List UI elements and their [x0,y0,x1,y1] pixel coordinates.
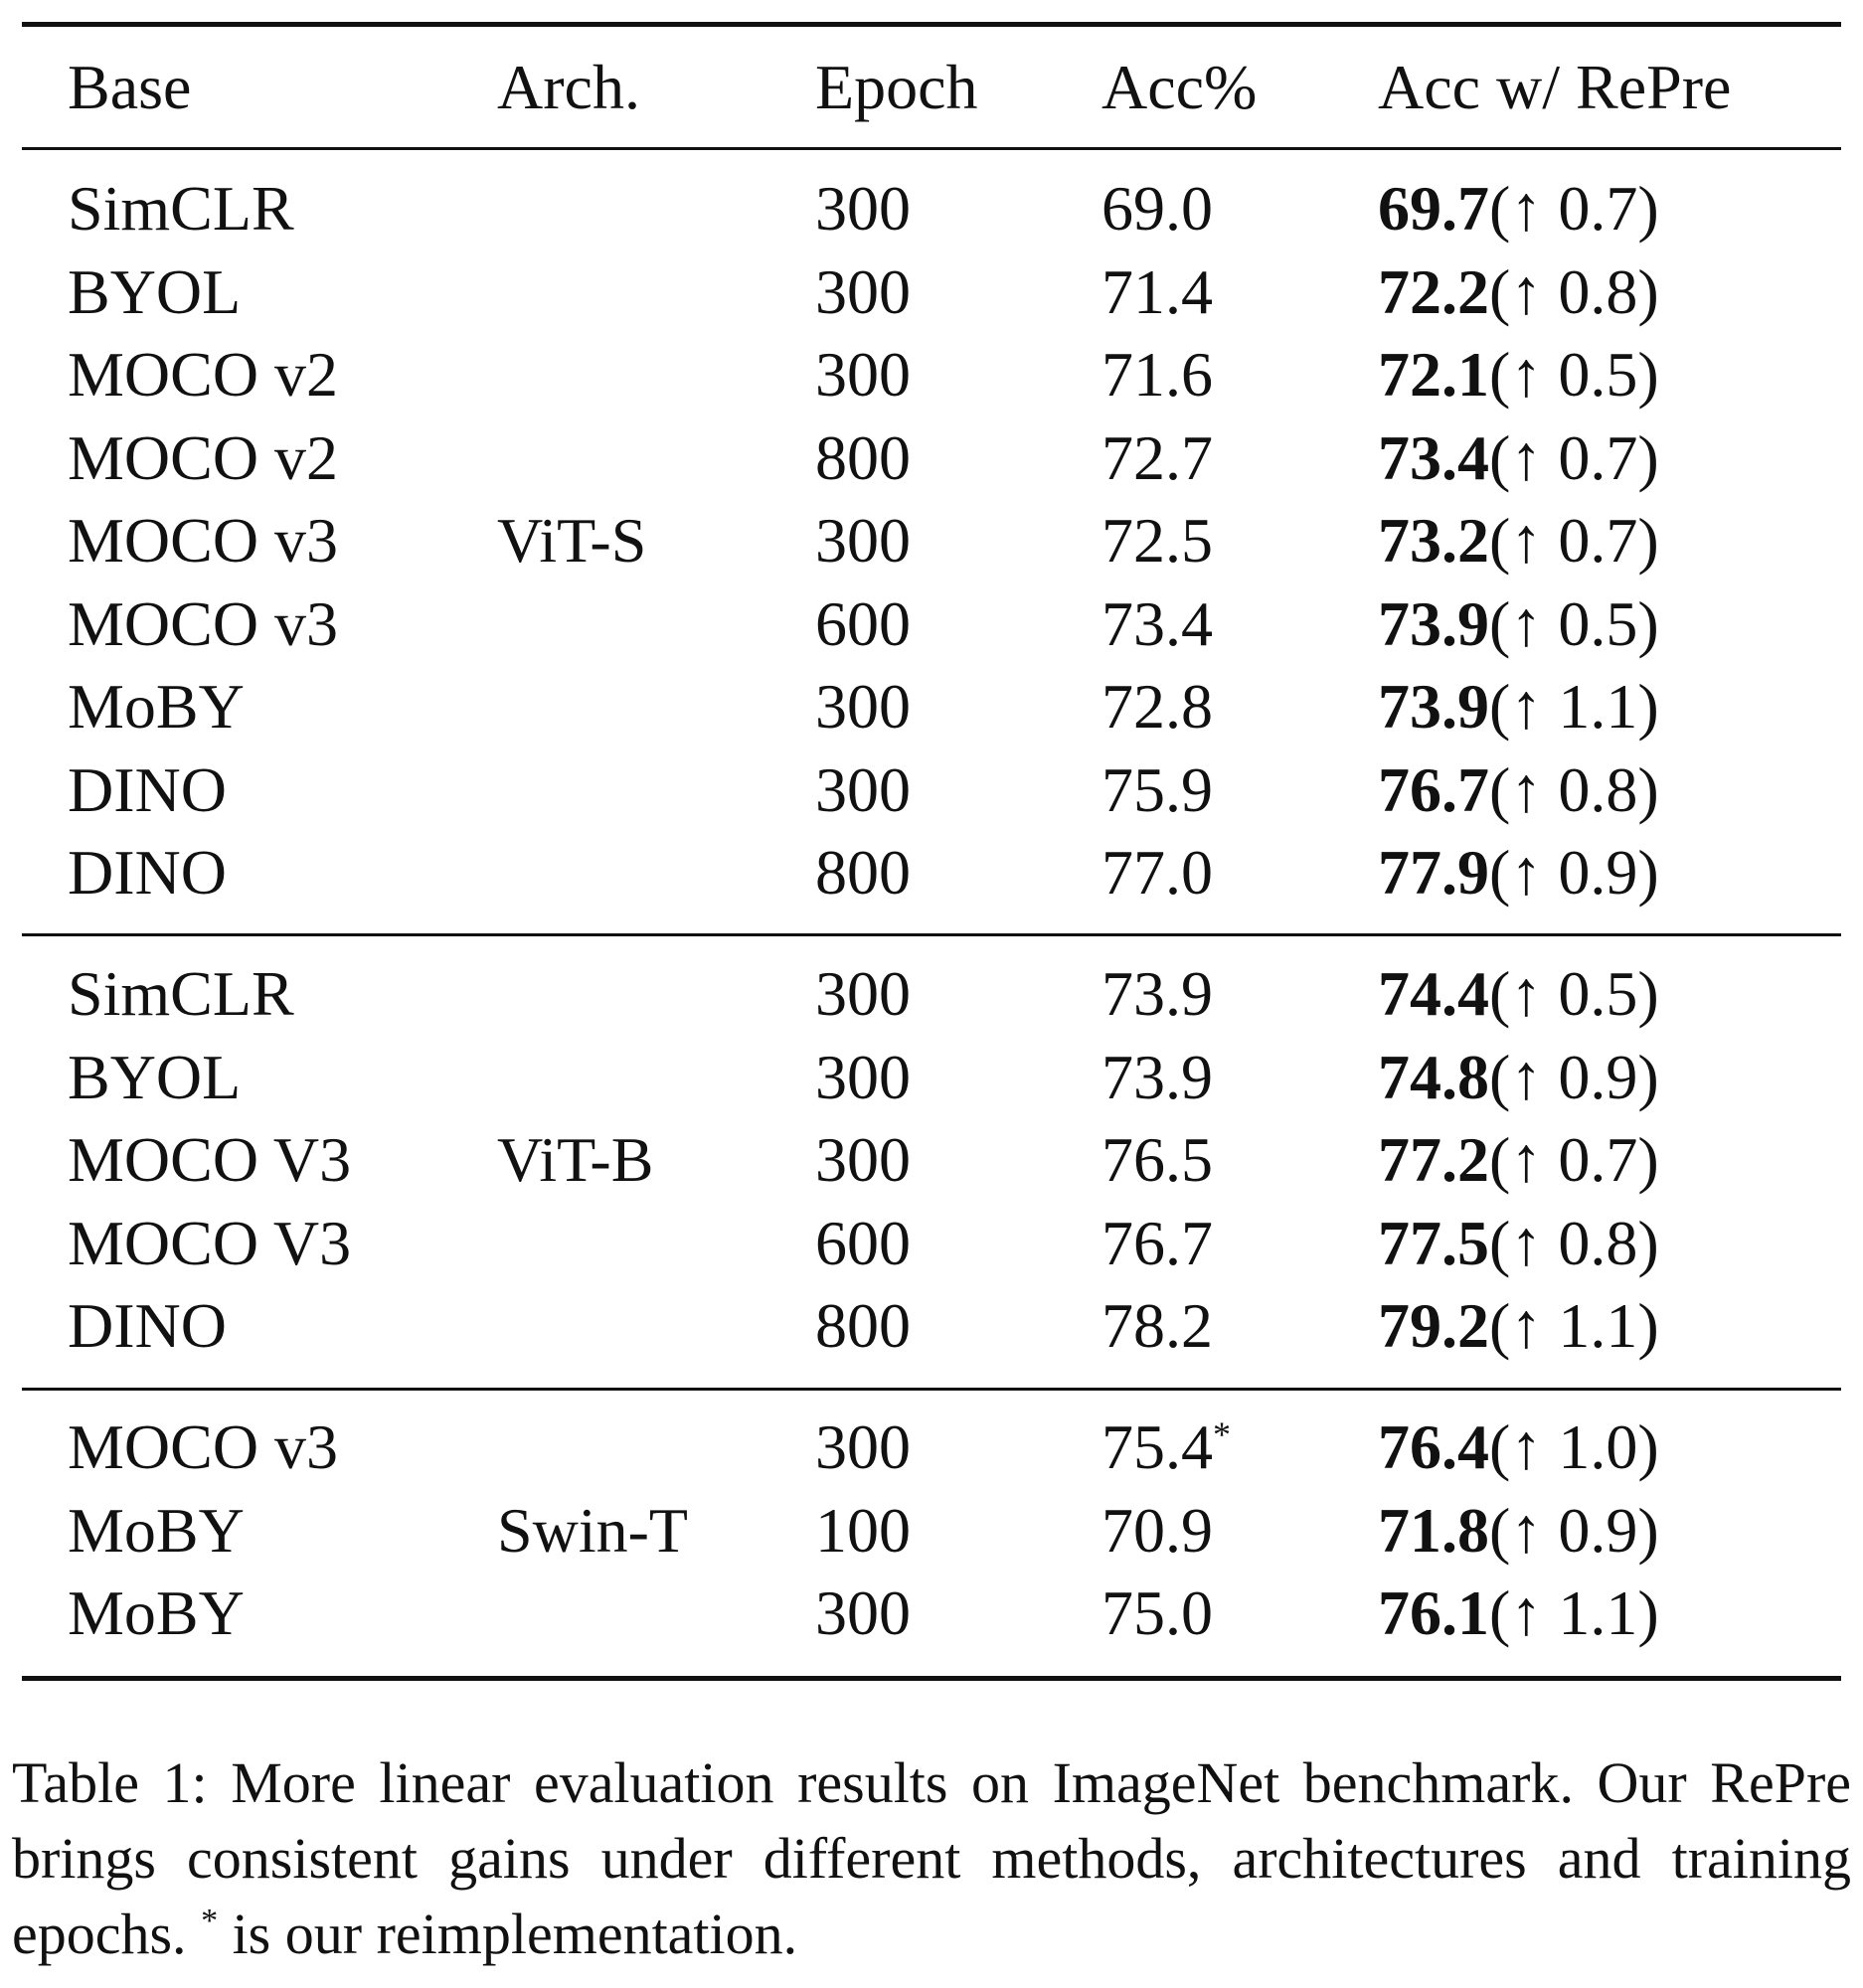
cell-acc [1101,335,1213,414]
acc-value: 77.0 [1101,837,1213,908]
cell-base: DINO [68,837,227,908]
gain-value: (↑ 0.7) [1489,173,1659,244]
cell-epoch: 800 [815,1290,911,1361]
cell-acc [1101,954,1213,1034]
repre-value: 73.2 [1378,505,1489,576]
table-top-rule [22,22,1841,27]
cell-epoch: 300 [815,173,911,244]
cell-epoch: 300 [815,1124,911,1195]
repre-value: 72.2 [1378,256,1489,327]
repre-value: 72.1 [1378,339,1489,410]
gain-value: (↑ 0.7) [1489,1124,1659,1195]
repre-value: 73.9 [1378,588,1489,659]
cell-base: SimCLR [68,173,294,244]
cell-acc [1101,1574,1213,1653]
caption-tail: is our reimplementation. [218,1902,798,1966]
header-epoch: Epoch [815,52,978,122]
cell-base: MoBY [68,1577,245,1648]
cell-epoch: 300 [815,256,911,327]
gain-value: (↑ 1.1) [1489,1577,1659,1648]
acc-value: 76.7 [1101,1208,1213,1278]
cell-base: DINO [68,754,227,825]
cell-acc-repre [1378,667,1659,746]
cell-acc-repre [1378,252,1659,332]
gain-value: (↑ 0.5) [1489,339,1659,410]
cell-acc [1101,1204,1213,1283]
cell-acc [1101,1120,1213,1200]
cell-acc [1101,667,1213,746]
gain-value: (↑ 0.5) [1489,958,1659,1029]
cell-epoch: 300 [815,671,911,742]
gain-value: (↑ 0.5) [1489,588,1659,659]
cell-acc [1101,169,1213,248]
reimplementation-mark: * [1213,1414,1231,1454]
repre-value: 74.8 [1378,1042,1489,1112]
group-separator-2 [22,1388,1841,1391]
cell-base: MOCO v2 [68,422,339,493]
cell-base: MOCO V3 [68,1124,352,1195]
cell-acc-repre [1378,1204,1659,1283]
acc-value: 72.8 [1101,671,1213,742]
cell-acc [1101,501,1213,580]
cell-arch: ViT-B [497,1124,654,1195]
cell-epoch: 600 [815,588,911,659]
cell-base: MoBY [68,671,245,742]
table-bottom-rule [22,1676,1841,1681]
gain-value: (↑ 0.9) [1489,1495,1659,1566]
cell-epoch: 300 [815,958,911,1029]
cell-acc-repre [1378,1408,1659,1487]
repre-value: 79.2 [1378,1290,1489,1361]
gain-value: (↑ 0.9) [1489,1042,1659,1112]
cell-arch: Swin-T [497,1495,688,1566]
repre-value: 76.7 [1378,754,1489,825]
acc-value: 73.4 [1101,588,1213,659]
cell-acc [1101,1286,1213,1366]
table-caption [12,1745,1851,1972]
header-rule [22,147,1841,150]
acc-value: 73.9 [1101,958,1213,1029]
cell-epoch: 800 [815,422,911,493]
gain-value: (↑ 0.7) [1489,505,1659,576]
cell-acc [1101,252,1213,332]
gain-value: (↑ 0.9) [1489,837,1659,908]
cell-acc-repre [1378,418,1659,498]
acc-value: 70.9 [1101,1495,1213,1566]
cell-base: MoBY [68,1495,245,1566]
acc-value: 75.9 [1101,754,1213,825]
cell-acc [1101,1408,1231,1487]
repre-value: 76.1 [1378,1577,1489,1648]
cell-acc-repre [1378,1491,1659,1571]
repre-value: 77.9 [1378,837,1489,908]
cell-acc [1101,833,1213,912]
repre-value: 74.4 [1378,958,1489,1029]
repre-value: 73.9 [1378,671,1489,742]
repre-value: 69.7 [1378,173,1489,244]
caption-mark: * [201,1903,219,1939]
header-acc: Acc% [1101,52,1258,122]
acc-value: 72.5 [1101,505,1213,576]
cell-acc-repre [1378,954,1659,1034]
cell-acc-repre [1378,1574,1659,1653]
header-acc-repre: Acc w/ RePre [1378,52,1732,122]
cell-acc-repre [1378,1038,1659,1117]
cell-epoch: 300 [815,1577,911,1648]
gain-value: (↑ 0.8) [1489,754,1659,825]
cell-epoch: 300 [815,1042,911,1112]
cell-acc-repre [1378,750,1659,830]
cell-base: MOCO V3 [68,1208,352,1278]
acc-value: 71.4 [1101,256,1213,327]
acc-value: 69.0 [1101,173,1213,244]
cell-acc [1101,1038,1213,1117]
acc-value: 76.5 [1101,1124,1213,1195]
cell-epoch: 300 [815,339,911,410]
cell-acc-repre [1378,833,1659,912]
cell-epoch: 100 [815,1495,911,1566]
repre-value: 76.4 [1378,1411,1489,1482]
gain-value: (↑ 0.7) [1489,422,1659,493]
gain-value: (↑ 0.8) [1489,1208,1659,1278]
cell-epoch: 300 [815,505,911,576]
caption-main: Table 1: More linear evaluation results on ImageNet benchmark. Our RePre brings consistent gains under different methods, architectures and training epochs. [12,1750,1851,1966]
cell-acc-repre [1378,584,1659,664]
header-arch: Arch. [497,52,640,122]
cell-base: MOCO v3 [68,1411,339,1482]
cell-base: SimCLR [68,958,294,1029]
cell-acc-repre [1378,1120,1659,1200]
gain-value: (↑ 0.8) [1489,256,1659,327]
cell-base: MOCO v3 [68,505,339,576]
cell-base: BYOL [68,1042,242,1112]
header-base: Base [68,52,192,122]
cell-acc [1101,1491,1213,1571]
cell-epoch: 800 [815,837,911,908]
acc-value: 72.7 [1101,422,1213,493]
cell-acc-repre [1378,501,1659,580]
acc-value: 78.2 [1101,1290,1213,1361]
cell-epoch: 300 [815,1411,911,1482]
cell-acc [1101,418,1213,498]
cell-epoch: 300 [815,754,911,825]
cell-base: MOCO v3 [68,588,339,659]
group-separator-1 [22,933,1841,936]
cell-base: DINO [68,1290,227,1361]
acc-value: 73.9 [1101,1042,1213,1112]
repre-value: 77.5 [1378,1208,1489,1278]
repre-value: 71.8 [1378,1495,1489,1566]
gain-value: (↑ 1.1) [1489,1290,1659,1361]
cell-acc [1101,584,1213,664]
gain-value: (↑ 1.0) [1489,1411,1659,1482]
cell-acc-repre [1378,169,1659,248]
acc-value: 75.4 [1101,1411,1213,1482]
cell-acc [1101,750,1213,830]
repre-value: 77.2 [1378,1124,1489,1195]
cell-arch: ViT-S [497,505,647,576]
cell-acc-repre [1378,1286,1659,1366]
acc-value: 71.6 [1101,339,1213,410]
cell-epoch: 600 [815,1208,911,1278]
gain-value: (↑ 1.1) [1489,671,1659,742]
cell-base: BYOL [68,256,242,327]
acc-value: 75.0 [1101,1577,1213,1648]
cell-base: MOCO v2 [68,339,339,410]
repre-value: 73.4 [1378,422,1489,493]
cell-acc-repre [1378,335,1659,414]
